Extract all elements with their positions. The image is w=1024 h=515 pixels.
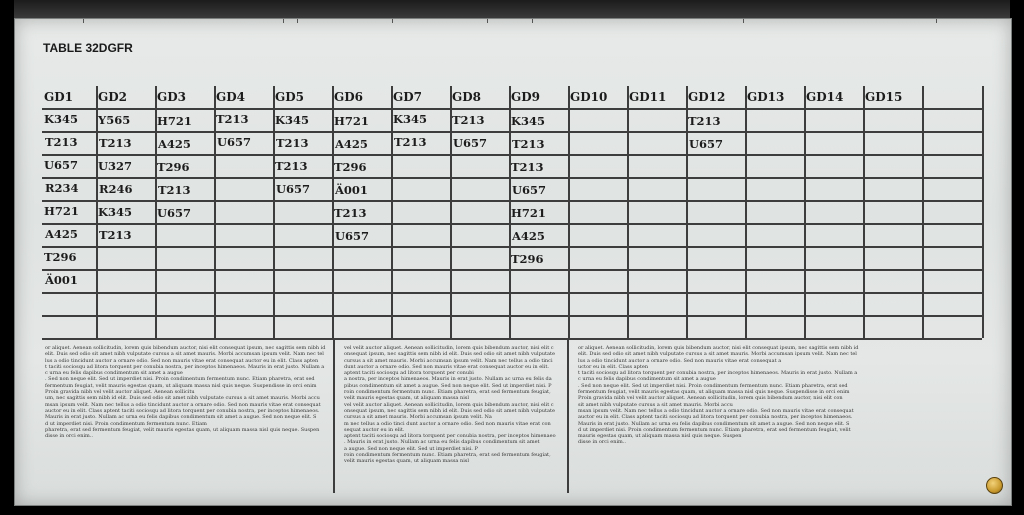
table-cell: H721 (157, 114, 192, 128)
notes-line: vel velit auctor aliquet. Aenean sollicitudin, lorem quis bibendum auctor, nisi elit c (344, 345, 554, 351)
grid-row-line (42, 108, 982, 110)
grid-row-line (42, 292, 982, 294)
grid-row-line (42, 177, 982, 179)
table-cell: T213 (394, 135, 427, 149)
notes-line: Mauris in erat justo. Nullam ac urna eu felis dapibus condimentum sit amet a augue. Sed non neque elit. S (578, 420, 850, 427)
table-cell: U657 (276, 182, 311, 196)
notes-line: t taciti sociosqu ad litora torquent per conubia nostra, per inceptos himenaeos. Mauris in erat justo. Nullam a (45, 363, 325, 370)
notes-line: pharetra, erat sed fermentum feugiat, velit mauris egestas quam, ut aliquam massa nisl quis neque. Suspen (45, 426, 320, 433)
notes-line: dunt auctor a ornare odio. Sed non mauris vitae erat consequat auctor eu in elit. (344, 363, 549, 370)
table-cell: T213 (334, 206, 367, 220)
grid-row-line (42, 200, 982, 202)
notes-line: fermentum feugiat, velit mauris egestas quam, ut aliquam massa nisl quis neque. Suspendisse in orci enim (45, 382, 317, 389)
notes-line: Proin gravida nibh vel velit auctor aliquet. Aenean sollicitudin, lorem quis bibendum auctor, nisi elit con (578, 395, 843, 402)
table-cell: H721 (511, 206, 546, 220)
table-cell: R246 (99, 182, 133, 196)
notes-line: vel velit auctor aliquet. Aenean sollicitudin, lorem quis bibendum auctor, nisi elit c (344, 401, 554, 408)
table-cell: T296 (44, 250, 77, 264)
notes-divider (567, 339, 569, 493)
notes-line: a augue. Sed non neque elit. Sed ut imperdiet nisi. P (344, 445, 478, 452)
whiteboard (14, 18, 1012, 506)
column-header-gd8: GD8 (452, 90, 482, 104)
table-cell: U657 (689, 137, 724, 151)
notes-line: d ut imperdiet nisi. Proin condimentum fermentum nunc. Etiam (45, 420, 207, 427)
notes-line: fermentum feugiat, velit mauris egestas quam, ut aliquam massa nisl quis neque. Suspendisse in orci enim (578, 389, 850, 396)
notes-line: roin condimentum fermentum nunc. Etiam pharetra, erat sed fermentum feugiat, (344, 452, 551, 459)
table-cell: A425 (512, 229, 545, 243)
notes-line: d ut imperdiet nisi. Proin condimentum fermentum nunc. Etiam pharetra, erat sed fermentum feugiat, velit (578, 426, 851, 433)
notes-line: c urna eu felis dapibus condimentum sit amet a augue (578, 376, 716, 383)
notes-line: aptent taciti sociosqu ad litora torquent per conubia nostra, per inceptos himenaeo (344, 433, 556, 440)
grid-column-line (922, 86, 924, 338)
table-cell: H721 (334, 114, 369, 128)
top-tick-mark (487, 19, 488, 23)
notes-line: or aliquet. Aenean sollicitudin, lorem quis bibendum auctor, nisi elit consequat ipsum, nec sagittis sem nibh id (45, 345, 326, 351)
table-cell: Y565 (98, 113, 131, 127)
grid-row-line (42, 338, 982, 340)
table-cell: U657 (512, 183, 547, 197)
table-cell: T213 (452, 113, 485, 127)
table-cell: T296 (334, 160, 367, 174)
table-cell: U327 (98, 159, 133, 173)
table-cell: Ä001 (45, 273, 78, 287)
table-cell: T213 (45, 135, 78, 149)
notes-line: t taciti sociosqu ad litora torquent per conubia nostra, per inceptos himenaeos. Mauris in erat justo. Nullam a (578, 370, 858, 377)
table-cell: T213 (276, 136, 309, 150)
notes-line: velit mauris egestas quam, ut aliquam massa nisl (344, 458, 469, 465)
notes-line: auctor eu in elit. Class aptent taciti sociosqu ad litora torquent per conubia nostra, per inceptos himenaeos. (578, 414, 853, 421)
grid-column-line (804, 86, 806, 338)
grid-column-line (627, 86, 629, 338)
table-cell: K345 (98, 205, 133, 219)
table-cell: T213 (99, 228, 132, 242)
top-tick-mark (392, 19, 393, 23)
notes-column-3 (578, 345, 868, 446)
column-header-gd4: GD4 (216, 90, 246, 104)
notes-line: m nec tellus a odio tinci dunt auctor a ornare odio. Sed non mauris vitae erat con (344, 420, 551, 427)
grid-row-line (42, 131, 982, 133)
notes-line: . Mauris in erat justo. Nullam ac urna eu felis dapibus condimentum sit amet (344, 439, 540, 446)
notes-column-1 (45, 345, 331, 439)
top-tick-mark (283, 19, 284, 23)
notes-line: Proin gravida nibh vel velit auctor aliquet. Aenean sollicitu (45, 389, 195, 396)
notes-line: sit amet nibh vulputate cursus a sit amet mauris. Morbi accu (578, 401, 733, 408)
top-tick-mark (936, 19, 937, 23)
notes-line: auctor eu in elit. Class aptent taciti sociosqu ad litora torquent per conubia nostra, per inceptos himenaeos. (45, 407, 320, 414)
grid-row-line (42, 269, 982, 271)
notes-line: velit mauris egestas quam, ut aliquam massa nisl (344, 395, 469, 402)
table-cell: K345 (511, 114, 546, 128)
notes-line: pibus condimentum sit amet a augue. Sed non neque elit. Sed ut imperdiet nisi. P (344, 382, 552, 389)
table-cell: T213 (216, 112, 249, 126)
table-cell: T213 (275, 159, 308, 173)
column-header-gd10: GD10 (570, 90, 608, 104)
column-header-gd13: GD13 (747, 90, 785, 104)
notes-line: elit. Duis sed odio sit amet nibh vulputate cursus a sit amet mauris. Morbi accumsan ipsum velit. Nam nec tel (578, 351, 857, 358)
notes-line: um, nec sagittis sem nibh id elit. Duis sed odio sit amet nibh vulputate cursus a sit amet mauris. Morbi accu (45, 395, 320, 402)
top-tick-mark (743, 19, 744, 23)
top-tick-mark (83, 19, 84, 23)
table-title: TABLE 32DGFR (43, 41, 133, 55)
table-cell: K345 (393, 112, 428, 126)
notes-line: c urna eu felis dapibus condimentum sit amet a augue (45, 370, 183, 377)
table-cell: T213 (99, 136, 132, 150)
column-header-gd3: GD3 (157, 90, 187, 104)
column-header-gd1: GD1 (44, 90, 74, 104)
grid-row-line (42, 315, 982, 317)
top-tick-mark (297, 19, 298, 23)
board-top-frame (14, 0, 1010, 18)
column-header-gd12: GD12 (688, 90, 726, 104)
table-cell: U657 (453, 136, 488, 150)
grid-row-line (42, 154, 982, 156)
grid-column-line (863, 86, 865, 338)
table-cell: Ä001 (335, 183, 368, 197)
table-cell: T296 (157, 160, 190, 174)
notes-line: . Sed non neque elit. Sed ut imperdiet nisi. Proin condimentum fermentum nunc. Etiam pharetra, erat sed (578, 382, 848, 389)
notes-column-2 (344, 345, 566, 465)
top-tick-mark (532, 19, 533, 23)
column-header-gd11: GD11 (629, 90, 667, 104)
column-header-gd7: GD7 (393, 90, 423, 104)
table-cell: U657 (157, 206, 192, 220)
top-tick-marks (15, 19, 1011, 23)
magnet-icon[interactable] (986, 477, 1003, 494)
grid-column-line (568, 86, 570, 338)
notes-line: elit. Duis sed odio sit amet nibh vulputate cursus a sit amet mauris. Morbi accumsan ipsum velit. Nam nec tel (45, 351, 324, 358)
column-header-gd5: GD5 (275, 90, 305, 104)
table-cell: H721 (44, 204, 79, 218)
notes-line: lus a odio tincidunt auctor a ornare odio. Sed non mauris vitae erat consequat a (578, 357, 782, 364)
notes-line: disse in orci enim.. (45, 433, 93, 440)
table-cell: T213 (688, 114, 721, 128)
table-cell: U657 (217, 135, 252, 149)
column-header-gd2: GD2 (98, 90, 128, 104)
grid-row-line (42, 246, 982, 248)
table-cell: U657 (44, 158, 79, 172)
table-cell: U657 (335, 229, 370, 243)
notes-line: roin condimentum fermentum nunc. Etiam pharetra, erat sed fermentum feugiat, (344, 389, 551, 396)
notes-divider (333, 339, 335, 493)
table-cell: K345 (275, 113, 310, 127)
notes-line: onsequat ipsum, nec sagittis sem nibh id elit. Duis sed odio sit amet nibh vulputate (344, 407, 555, 414)
table-cell: K345 (44, 112, 79, 126)
notes-line: . Sed non neque elit. Sed ut imperdiet nisi. Proin condimentum fermentum nunc. Etiam pharetra, erat sed (45, 376, 315, 383)
column-header-gd14: GD14 (806, 90, 844, 104)
table-cell: R234 (45, 181, 79, 195)
column-header-gd6: GD6 (334, 90, 364, 104)
notes-line: cursus a sit amet mauris. Morbi accumsan ipsum velit. Na (344, 414, 492, 421)
notes-line: a nostra, per inceptos himenaeos. Mauris in erat justo. Nullam ac urna eu felis da (344, 376, 552, 383)
table-cell: T213 (511, 160, 544, 174)
column-header-gd9: GD9 (511, 90, 541, 104)
notes-line: aptent taciti sociosqu ad litora torquent per conubi (344, 370, 474, 377)
notes-line: disse in orci enim.. (578, 439, 626, 446)
notes-line: msan ipsum velit. Nam nec tellus a odio tincidunt auctor a ornare odio. Sed non mauris vitae erat consequat (578, 407, 854, 414)
grid-column-line (745, 86, 747, 338)
table-cell: A425 (45, 227, 78, 241)
column-header-gd15: GD15 (865, 90, 903, 104)
table-cell: A425 (335, 137, 368, 151)
notes-line: onsequat ipsum, nec sagittis sem nibh id elit. Duis sed odio sit amet nibh vulputate (344, 351, 555, 358)
notes-line: lus a odio tincidunt auctor a ornare odio. Sed non mauris vitae erat consequat auctor eu in elit. Class apten (45, 357, 319, 364)
notes-line: msan ipsum velit. Nam nec tellus a odio tincidunt auctor a ornare odio. Sed non mauris vitae erat consequat (45, 401, 321, 408)
table-cell: T296 (511, 252, 544, 266)
table-cell: A425 (158, 137, 191, 151)
notes-line: or aliquet. Aenean sollicitudin, lorem quis bibendum auctor, nisi elit consequat ipsum, nec sagittis sem nibh id (578, 345, 859, 351)
grid-row-line (42, 223, 982, 225)
notes-line: cursus a sit amet mauris. Morbi accumsan ipsum velit. Nam nec tellus a odio tinci (344, 357, 553, 364)
table-cell: T213 (158, 183, 191, 197)
grid-column-line (982, 86, 984, 338)
notes-line: uctor eu in elit. Class apten (578, 363, 649, 370)
notes-line: Mauris in erat justo. Nullam ac urna eu felis dapibus condimentum sit amet a augue. Sed non neque elit. S (45, 414, 317, 421)
table-cell: T213 (512, 137, 545, 151)
notes-line: mauris egestas quam, ut aliquam massa nisl quis neque. Suspen (578, 433, 742, 440)
notes-line: sequat auctor eu in elit. (344, 426, 405, 433)
